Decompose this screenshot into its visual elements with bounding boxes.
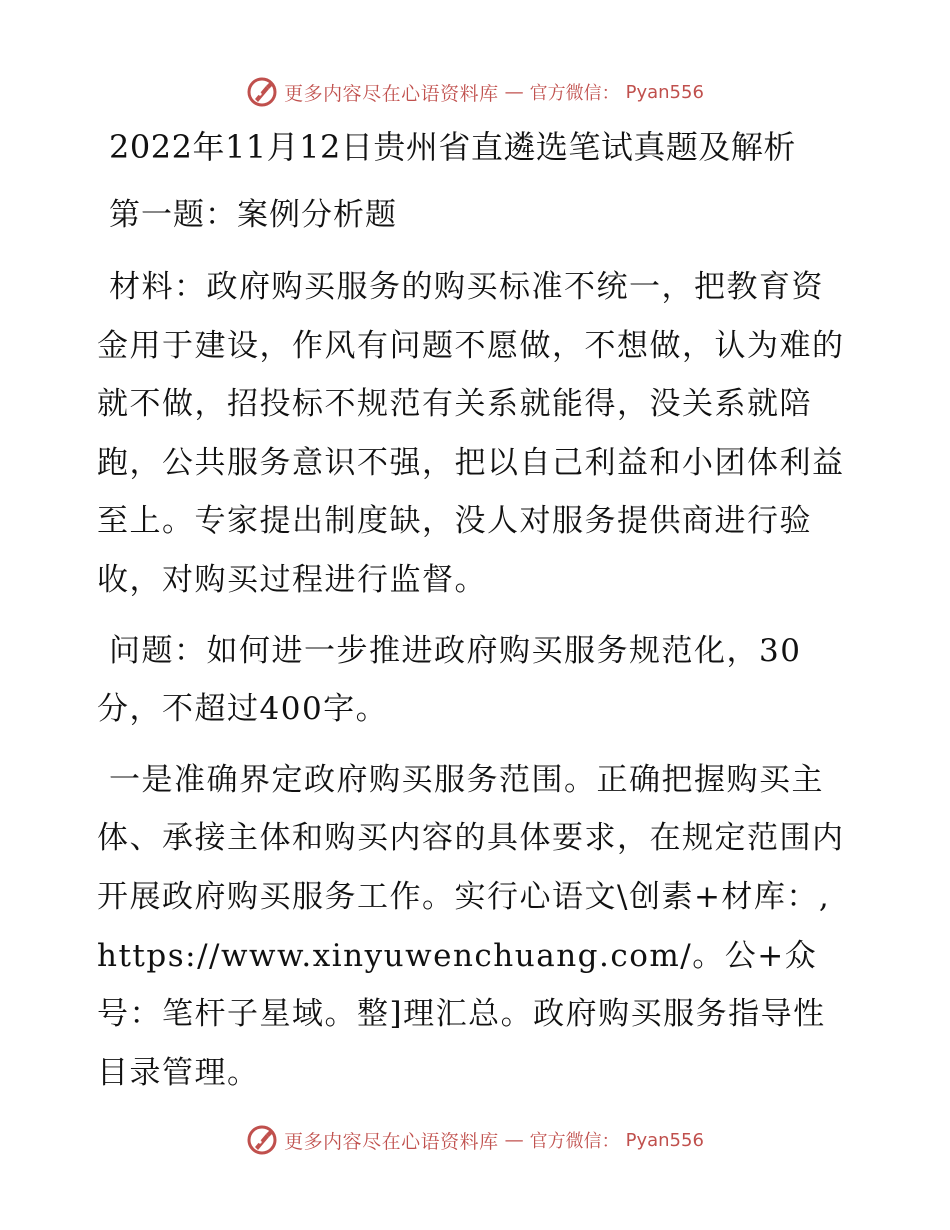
watermark-wechat-label: 官方微信： <box>529 1131 620 1152</box>
material-paragraph: 材料：政府购买服务的购买标准不统一，把教育资金用于建设，作风有问题不愿做，不想做，认为难的就不做，招投标不规范有关系就能得，没关系就陪跑，公共服务意识不强，把以自己利益和小团体利益至上。专家提出制度缺，没人对服务提供商进行验收，对购买过程进行监督。 <box>97 269 845 598</box>
section-heading: 第一题：案例分析题 <box>109 197 397 233</box>
watermark-content <box>246 1124 704 1156</box>
watermark-wechat-id: Pyan556 <box>625 1129 704 1151</box>
pen-nib-logo-icon <box>246 76 278 108</box>
watermark-wechat-id: Pyan556 <box>625 81 704 103</box>
watermark-header <box>0 72 950 112</box>
watermark-footer <box>0 1120 950 1160</box>
watermark-dash: — <box>504 81 524 103</box>
watermark-main-text: 更多内容尽在心语资料库 <box>284 1130 499 1153</box>
question-paragraph: 问题：如何进一步推进政府购买服务规范化，30分，不超过400字。 <box>97 632 802 728</box>
watermark-dash: — <box>504 1129 524 1151</box>
watermark-main-text: 更多内容尽在心语资料库 <box>284 82 499 105</box>
pen-nib-logo-icon <box>246 1124 278 1156</box>
document-title: 2022年11月12日贵州省直遴选笔试真题及解析 <box>109 128 796 166</box>
answer-paragraph-1: 一是准确界定政府购买服务范围。正确把握购买主体、承接主体和购买内容的具体要求，在规定范围内开展政府购买服务工作。实行心语文\创素+材库：,https://www.xinyuwenchuang.com/。公+众号：笔杆子星域。整]理汇总。政府购买服务指导性目录管理。 <box>97 761 845 1091</box>
watermark-wechat-label: 官方微信： <box>529 83 620 104</box>
watermark-content <box>246 76 704 108</box>
document-body <box>97 122 847 1114</box>
